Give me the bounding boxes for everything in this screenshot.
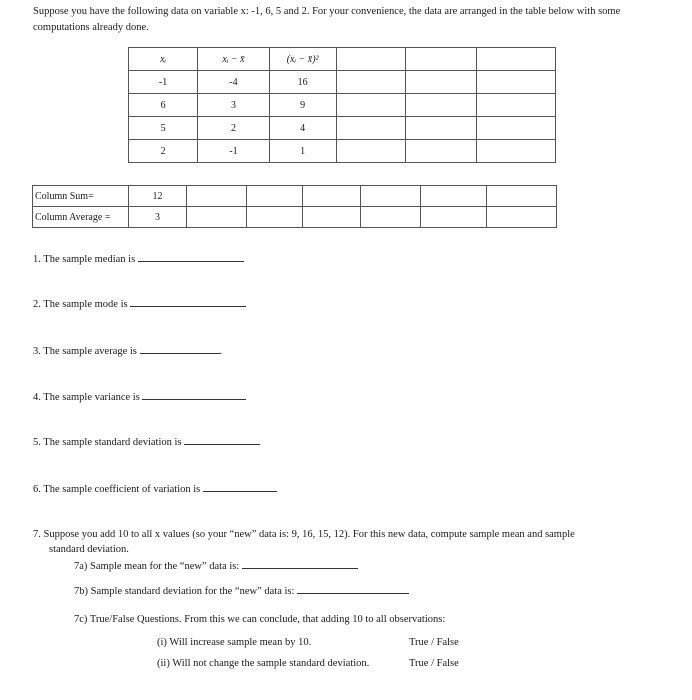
table-cell	[336, 94, 405, 117]
table-cell: 3	[198, 94, 270, 117]
header-deviation: xᵢ − x̄	[198, 48, 270, 71]
table-cell	[336, 71, 405, 94]
table-cell	[405, 117, 477, 140]
table-cell	[336, 140, 405, 163]
table-cell	[421, 186, 487, 207]
table-cell	[477, 140, 556, 163]
table-row	[129, 94, 556, 117]
question-text: 2. The sample mode is	[33, 299, 128, 310]
header-empty	[477, 48, 556, 71]
table-cell	[247, 207, 303, 228]
table-cell	[187, 207, 247, 228]
table-cell: 4	[269, 117, 336, 140]
answer-blank[interactable]	[142, 389, 246, 400]
summary-row-average	[33, 207, 557, 228]
table-cell: 1	[269, 140, 336, 163]
summary-value: 12	[129, 186, 187, 207]
question-7-line1: 7. Suppose you add 10 to all x values (so your “new” data is: 9, 16, 15, 12). For this new data, compute sample mean and sample	[33, 529, 575, 540]
table-cell: -1	[129, 71, 198, 94]
question-text: 7a) Sample mean for the “new” data is:	[74, 561, 240, 572]
question-7b	[74, 583, 409, 599]
question-2	[33, 296, 246, 312]
table-cell	[405, 94, 477, 117]
table-cell	[247, 186, 303, 207]
question-6	[33, 481, 277, 497]
table-cell: 16	[269, 71, 336, 94]
header-empty	[405, 48, 477, 71]
question-4	[33, 389, 246, 405]
answer-blank[interactable]	[242, 558, 358, 569]
table-cell	[487, 186, 557, 207]
table-cell	[477, 117, 556, 140]
table-cell: 9	[269, 94, 336, 117]
summary-row-sum	[33, 186, 557, 207]
true-false-choice-ii[interactable]: True / False	[409, 658, 459, 669]
question-7a	[74, 558, 358, 574]
table-row	[129, 71, 556, 94]
question-text: 7b) Sample standard deviation for the “new” data is:	[74, 586, 295, 597]
answer-blank[interactable]	[140, 343, 220, 354]
table-cell: 2	[129, 140, 198, 163]
table-cell	[303, 186, 361, 207]
question-7-line2: standard deviation.	[49, 544, 129, 555]
intro-text: Suppose you have the following data on variable x: -1, 6, 5 and 2. For your convenience, the data are arranged in the table below with some computations already done.	[33, 6, 621, 33]
true-false-choice-i[interactable]: True / False	[409, 637, 459, 648]
question-3	[33, 343, 222, 359]
summary-table	[32, 185, 557, 228]
answer-blank[interactable]	[297, 583, 409, 594]
computation-table	[128, 47, 556, 163]
answer-blank[interactable]	[203, 481, 277, 492]
summary-label: Column Sum=	[33, 186, 129, 207]
table-cell	[361, 186, 421, 207]
table-cell	[336, 117, 405, 140]
table-cell: 6	[129, 94, 198, 117]
summary-label: Column Average =	[33, 207, 129, 228]
header-empty	[336, 48, 405, 71]
table-cell	[361, 207, 421, 228]
answer-blank[interactable]	[184, 434, 260, 445]
header-xi: xᵢ	[129, 48, 198, 71]
table-cell	[477, 71, 556, 94]
question-text: 1. The sample median is	[33, 254, 136, 265]
header-squared-deviation: (xᵢ − x̄)²	[269, 48, 336, 71]
answer-blank[interactable]	[130, 296, 246, 307]
question-suffix: .	[219, 346, 223, 357]
question-7c-ii: (ii) Will not change the sample standard deviation.	[157, 658, 370, 669]
question-text: 5. The sample standard deviation is	[33, 437, 182, 448]
table-cell	[421, 207, 487, 228]
table-cell: -1	[198, 140, 270, 163]
question-5	[33, 434, 260, 450]
question-text: 6. The sample coefficient of variation is	[33, 484, 201, 495]
table-cell	[487, 207, 557, 228]
table-row	[129, 140, 556, 163]
table-cell: 2	[198, 117, 270, 140]
question-text: 4. The sample variance is	[33, 392, 140, 403]
answer-blank[interactable]	[138, 251, 244, 262]
table-cell	[187, 186, 247, 207]
table-header-row	[129, 48, 556, 71]
table-cell	[405, 140, 477, 163]
question-text: 3. The sample average is	[33, 346, 137, 357]
question-7c-i: (i) Will increase sample mean by 10.	[157, 637, 312, 648]
summary-value: 3	[129, 207, 187, 228]
table-cell	[477, 94, 556, 117]
question-7c: 7c) True/False Questions. From this we can conclude, that adding 10 to all observations:	[74, 614, 446, 625]
table-cell: 5	[129, 117, 198, 140]
question-1	[33, 251, 244, 267]
table-cell: -4	[198, 71, 270, 94]
table-cell	[405, 71, 477, 94]
table-row	[129, 117, 556, 140]
table-cell	[303, 207, 361, 228]
